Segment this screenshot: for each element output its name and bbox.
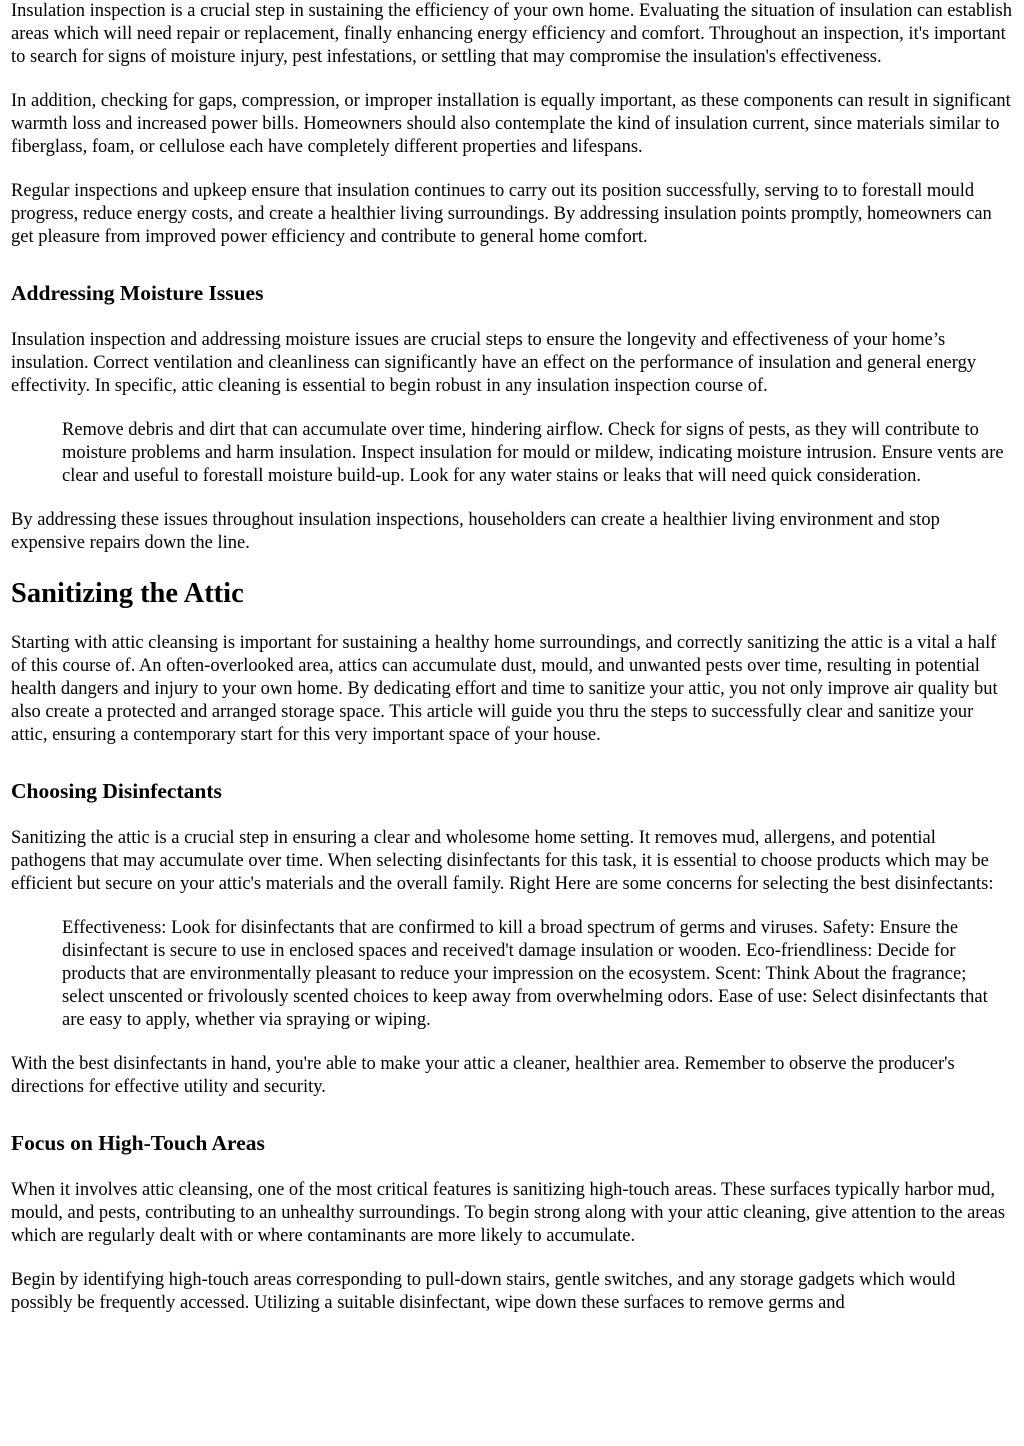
- paragraph-disinfectants-outro: With the best disinfectants in hand, you're able to make your attic a cleaner, healthier area. Remember to observe the producer's directions for effective utility and security.: [11, 1054, 955, 1097]
- paragraph-high-touch-2: Begin by identifying high-touch areas corresponding to pull-down stairs, gentle switches, and any storage gadgets which would possibly be frequently accessed. Utilizing a suitable disinfectant, wipe down these surfaces to remove germs and: [11, 1270, 956, 1313]
- heading-addressing-moisture: Addressing Moisture Issues: [11, 281, 264, 305]
- heading-choosing-disinfectants: Choosing Disinfectants: [11, 779, 222, 803]
- paragraph-sanitizing-intro: Starting with attic cleansing is important for sustaining a healthy home surroundings, and correctly sanitizing the attic is a vital a half of this course of. An often-overlooked area, attics can accumulate dust, mould, and unwanted pests over time, resulting in potential health dangers and injury to your own home. By dedicating effort and time to sanitize your attic, you not only improve air quality but also create a protected and arranged storage space. This article will guide you thru the steps to successfully clear and sanitize your attic, ensuring a contemporary start for this very important space of your house.: [11, 633, 998, 745]
- paragraph-intro-2: In addition, checking for gaps, compression, or improper installation is equally important, as these components can result in significant warmth loss and increased power bills. Homeowners should also contemplate the kind of insulation current, since materials similar to fiberglass, foam, or cellulose each have completely different properties and lifespans.: [11, 91, 1011, 157]
- paragraph-moisture-outro: By addressing these issues throughout insulation inspections, householders can create a healthier living environment and stop expensive repairs down the line.: [11, 510, 940, 553]
- heading-sanitizing-attic: Sanitizing the Attic: [11, 578, 244, 609]
- paragraph-high-touch-1: When it involves attic cleansing, one of the most critical features is sanitizing high-touch areas. These surfaces typically harbor mud, mould, and pests, contributing to an unhealthy surroundings. To begin strong along with your attic cleaning, give attention to the areas which are regularly dealt with or where contaminants are more likely to accumulate.: [11, 1180, 1006, 1246]
- paragraph-moisture-intro: Insulation inspection and addressing moisture issues are crucial steps to ensure the longevity and effectiveness of your home’s insulation. Correct ventilation and cleanliness can significantly have an effect on the performance of insulation and general energy effectivity. In specific, attic cleaning is essential to begin robust in any insulation inspection course of.: [11, 330, 977, 396]
- heading-high-touch-areas: Focus on High-Touch Areas: [11, 1131, 265, 1155]
- blockquote-moisture-checklist: Remove debris and dirt that can accumulate over time, hindering airflow. Check for signs of pests, as they will contribute to moisture problems and harm insulation. Inspect insulation for mould or mildew, indicating moisture intrusion. Ensure vents are clear and useful to forestall moisture build-up. Look for any water stains or leaks that will need quick consideration.: [62, 420, 1004, 486]
- blockquote-disinfectant-criteria: Effectiveness: Look for disinfectants that are confirmed to kill a broad spectrum of germs and viruses. Safety: Ensure the disinfectant is secure to use in enclosed spaces and received't damage insulation or wooden. Eco-friendliness: Decide for products that are environmentally pleasant to reduce your impression on the ecosystem. Scent: Think About the fragrance; select unscented or frivolously scented choices to keep away from overwhelming odors. Ease of use: Select disinfectants that are easy to apply, whether via spraying or wiping.: [62, 918, 988, 1030]
- paragraph-disinfectants-intro: Sanitizing the attic is a crucial step in ensuring a clear and wholesome home setting. It removes mud, allergens, and potential pathogens that may accumulate over time. When selecting disinfectants for this task, it is essential to choose products which may be efficient but secure on your attic's materials and the overall family. Right Here are some concerns for selecting the best disinfectants:: [11, 828, 994, 894]
- paragraph-intro-1: Insulation inspection is a crucial step in sustaining the efficiency of your own home. Evaluating the situation of insulation can establish areas which will need repair or replacement, finally enhancing energy efficiency and comfort. Throughout an inspection, it's important to search for signs of moisture injury, pest infestations, or settling that may compromise the insulation's effectiveness.: [11, 1, 1013, 67]
- paragraph-intro-3: Regular inspections and upkeep ensure that insulation continues to carry out its position successfully, serving to to forestall mould progress, reduce energy costs, and create a healthier living surroundings. By addressing insulation points promptly, homeowners can get pleasure from improved power efficiency and contribute to general home comfort.: [11, 181, 992, 247]
